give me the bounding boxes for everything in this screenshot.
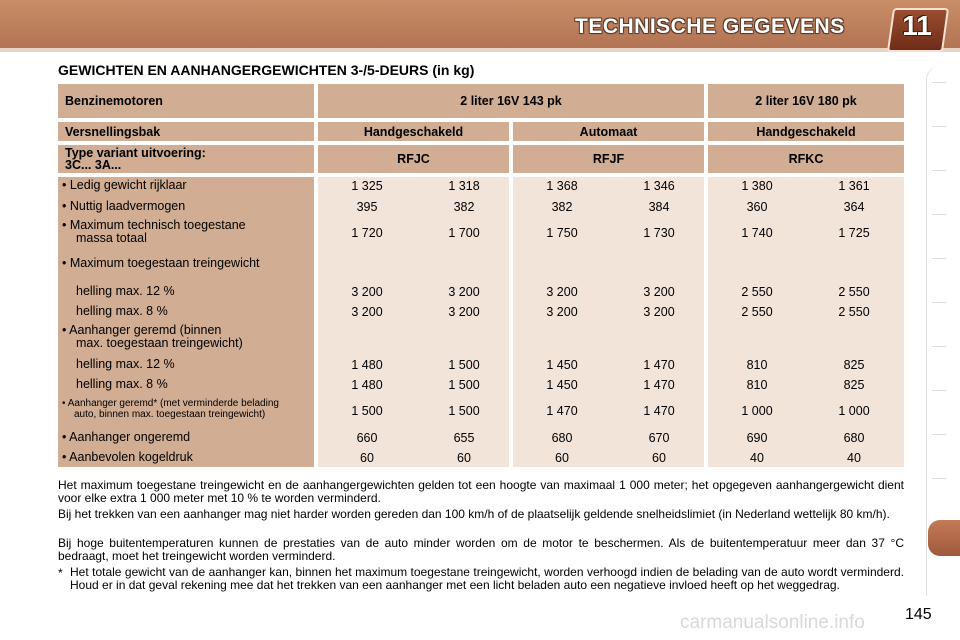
rail-tick xyxy=(932,82,946,83)
gearbox-col-3: Handgeschakeld xyxy=(708,122,904,141)
table-cell: 1 470 xyxy=(643,404,675,418)
table-cell: 3 200 xyxy=(546,285,578,299)
table-cell: 1 500 xyxy=(351,404,383,418)
table-cell: 360 xyxy=(746,200,768,214)
rail-tick xyxy=(932,258,946,259)
row-label-train-8: helling max. 8 % xyxy=(76,304,168,318)
row-label-curb-weight: • Ledig gewicht rijklaar xyxy=(62,178,187,192)
engine-col-2: 2 liter 16V 180 pk xyxy=(708,84,904,118)
row-label-train-12: helling max. 12 % xyxy=(76,284,175,298)
header-divider xyxy=(0,48,960,52)
engine-col-1: 2 liter 16V 143 pk xyxy=(318,84,704,118)
page-title: TECHNISCHE GEGEVENS xyxy=(575,15,845,38)
table-cell: 3 200 xyxy=(448,305,480,319)
type-header xyxy=(58,145,314,173)
type-header-line1: Type variant uitvoering: xyxy=(65,146,206,160)
table-cell: 1 480 xyxy=(351,358,383,372)
table-cell: 40 xyxy=(847,451,861,465)
gearbox-col-1: Handgeschakeld xyxy=(318,122,509,141)
table-cell: 1 000 xyxy=(741,404,773,418)
footnote-marker: * xyxy=(58,566,63,580)
table-cell: 1 450 xyxy=(546,378,578,392)
footnote-text: Het totale gewicht van de aanhanger kan, binnen het maximum toegestane treingewicht, worden verhoogd indien de belading van de auto wordt verminderd. Houd er in dat geval rekening mee dat het trekken van een aanhanger met een licht beladen auto een negatieve invloed heeft op het weggedrag. xyxy=(70,565,904,592)
table-cell: 60 xyxy=(457,451,471,465)
table-cell: 3 200 xyxy=(351,305,383,319)
table-cell: 40 xyxy=(750,451,764,465)
table-cell: 670 xyxy=(648,431,670,445)
table-cell: 1 470 xyxy=(546,404,578,418)
row-label-payload: • Nuttig laadvermogen xyxy=(62,199,186,213)
table-cell: 1 480 xyxy=(351,378,383,392)
table-cell: 3 200 xyxy=(448,285,480,299)
section-title: GEWICHTEN EN AANHANGERGEWICHTEN 3-/5-DEURS (in kg) xyxy=(58,62,475,78)
row-label-max-train: • Maximum toegestaan treingewicht xyxy=(62,256,260,270)
engine-header: Benzinemotoren xyxy=(58,84,314,118)
table-cell: 2 550 xyxy=(741,305,773,319)
table-cell: 1 740 xyxy=(741,226,773,240)
table-cell: 680 xyxy=(843,431,865,445)
rail-tick xyxy=(932,346,946,347)
table-cell: 810 xyxy=(746,378,768,392)
table-cell: 3 200 xyxy=(643,285,675,299)
note-speed: Bij het trekken van een aanhanger mag niet harder worden gereden dan 100 km/h of de plaatselijk geldende snelheidslimiet (in Nederland wettelijk 80 km/h). xyxy=(58,507,890,521)
rail-tick xyxy=(932,434,946,435)
row-label-braked-12: helling max. 12 % xyxy=(76,357,175,371)
table-cell: 2 550 xyxy=(838,305,870,319)
data-column-1 xyxy=(318,177,509,467)
table-cell: 1 470 xyxy=(643,358,675,372)
table-cell: 1 730 xyxy=(643,226,675,240)
table-cell: 60 xyxy=(555,451,569,465)
table-cell: 3 200 xyxy=(351,285,383,299)
table-cell: 1 380 xyxy=(741,179,773,193)
rail-tick xyxy=(932,170,946,171)
page-number: 145 xyxy=(905,606,932,623)
table-cell: 1 325 xyxy=(351,179,383,193)
row-label-max-mass-2: massa totaal xyxy=(76,231,147,245)
table-cell: 1 500 xyxy=(448,378,480,392)
row-label-nose-weight: • Aanbevolen kogeldruk xyxy=(62,450,193,464)
table-cell: 60 xyxy=(652,451,666,465)
table-cell: 825 xyxy=(843,378,865,392)
table-cell: 1 368 xyxy=(546,179,578,193)
table-cell: 1 750 xyxy=(546,226,578,240)
table-cell: 1 700 xyxy=(448,226,480,240)
chapter-number: 11 xyxy=(902,10,932,41)
table-cell: 1 000 xyxy=(838,404,870,418)
row-label-max-mass: • Maximum technisch toegestane xyxy=(62,218,246,232)
note-altitude: Het maximum toegestane treingewicht en de aanhangergewichten gelden tot een hoogte van maximaal 1 000 meter; het opgegeven aanhangergewicht dient voor elke extra 1 000 meter met 10 % te worden verminderd. xyxy=(58,478,904,505)
rail-tick xyxy=(932,390,946,391)
table-cell: 810 xyxy=(746,358,768,372)
table-cell: 1 500 xyxy=(448,358,480,372)
table-cell: 825 xyxy=(843,358,865,372)
table-cell: 1 361 xyxy=(838,179,870,193)
table-cell: 1 725 xyxy=(838,226,870,240)
table-cell: 3 200 xyxy=(643,305,675,319)
table-cell: 680 xyxy=(551,431,573,445)
row-label-braked-8: helling max. 8 % xyxy=(76,377,168,391)
table-cell: 384 xyxy=(648,200,670,214)
table-cell: 60 xyxy=(360,451,374,465)
chapter-tab[interactable] xyxy=(928,520,960,556)
row-label-braked-2: max. toegestaan treingewicht) xyxy=(76,336,243,350)
gearbox-header: Versnellingsbak xyxy=(58,122,314,141)
type-col-3: RFKC xyxy=(708,145,904,173)
rail-tick xyxy=(932,302,946,303)
rail-tick xyxy=(932,126,946,127)
table-cell: 1 470 xyxy=(643,378,675,392)
table-cell: 382 xyxy=(453,200,475,214)
table-cell: 382 xyxy=(551,200,573,214)
row-label-braked-reduced: • Aanhanger geremd* (met verminderde belading xyxy=(62,398,279,409)
table-cell: 1 318 xyxy=(448,179,480,193)
table-cell: 1 720 xyxy=(351,226,383,240)
table-cell: 3 200 xyxy=(546,305,578,319)
data-column-3 xyxy=(708,177,904,467)
type-col-2: RFJF xyxy=(513,145,704,173)
row-label-unbraked: • Aanhanger ongeremd xyxy=(62,430,191,444)
gearbox-col-2: Automaat xyxy=(513,122,704,141)
row-label-braked: • Aanhanger geremd (binnen xyxy=(62,323,222,337)
table-cell: 1 450 xyxy=(546,358,578,372)
note-temperature: Bij hoge buitentemperaturen kunnen de prestaties van de auto minder worden om de motor te beschermen. Als de buitentemperatuur meer dan 37 °C bedraagt, moet het treingewicht worden verminderd. xyxy=(58,536,904,563)
side-rail xyxy=(926,66,960,596)
type-header-line2: 3C... 3A... xyxy=(65,158,122,172)
table-cell: 660 xyxy=(356,431,378,445)
table-cell: 395 xyxy=(356,200,378,214)
table-cell: 2 550 xyxy=(838,285,870,299)
rail-tick xyxy=(932,214,946,215)
watermark: carmanualsonline.info xyxy=(680,612,865,633)
table-cell: 2 550 xyxy=(741,285,773,299)
rail-tick xyxy=(932,478,946,479)
table-cell: 1 500 xyxy=(448,404,480,418)
data-column-2 xyxy=(513,177,704,467)
type-col-1: RFJC xyxy=(318,145,509,173)
table-cell: 364 xyxy=(843,200,865,214)
table-cell: 690 xyxy=(746,431,768,445)
row-label-braked-reduced-2: auto, binnen max. toegestaan treingewicht) xyxy=(74,409,266,420)
table-cell: 655 xyxy=(453,431,475,445)
table-cell: 1 346 xyxy=(643,179,675,193)
